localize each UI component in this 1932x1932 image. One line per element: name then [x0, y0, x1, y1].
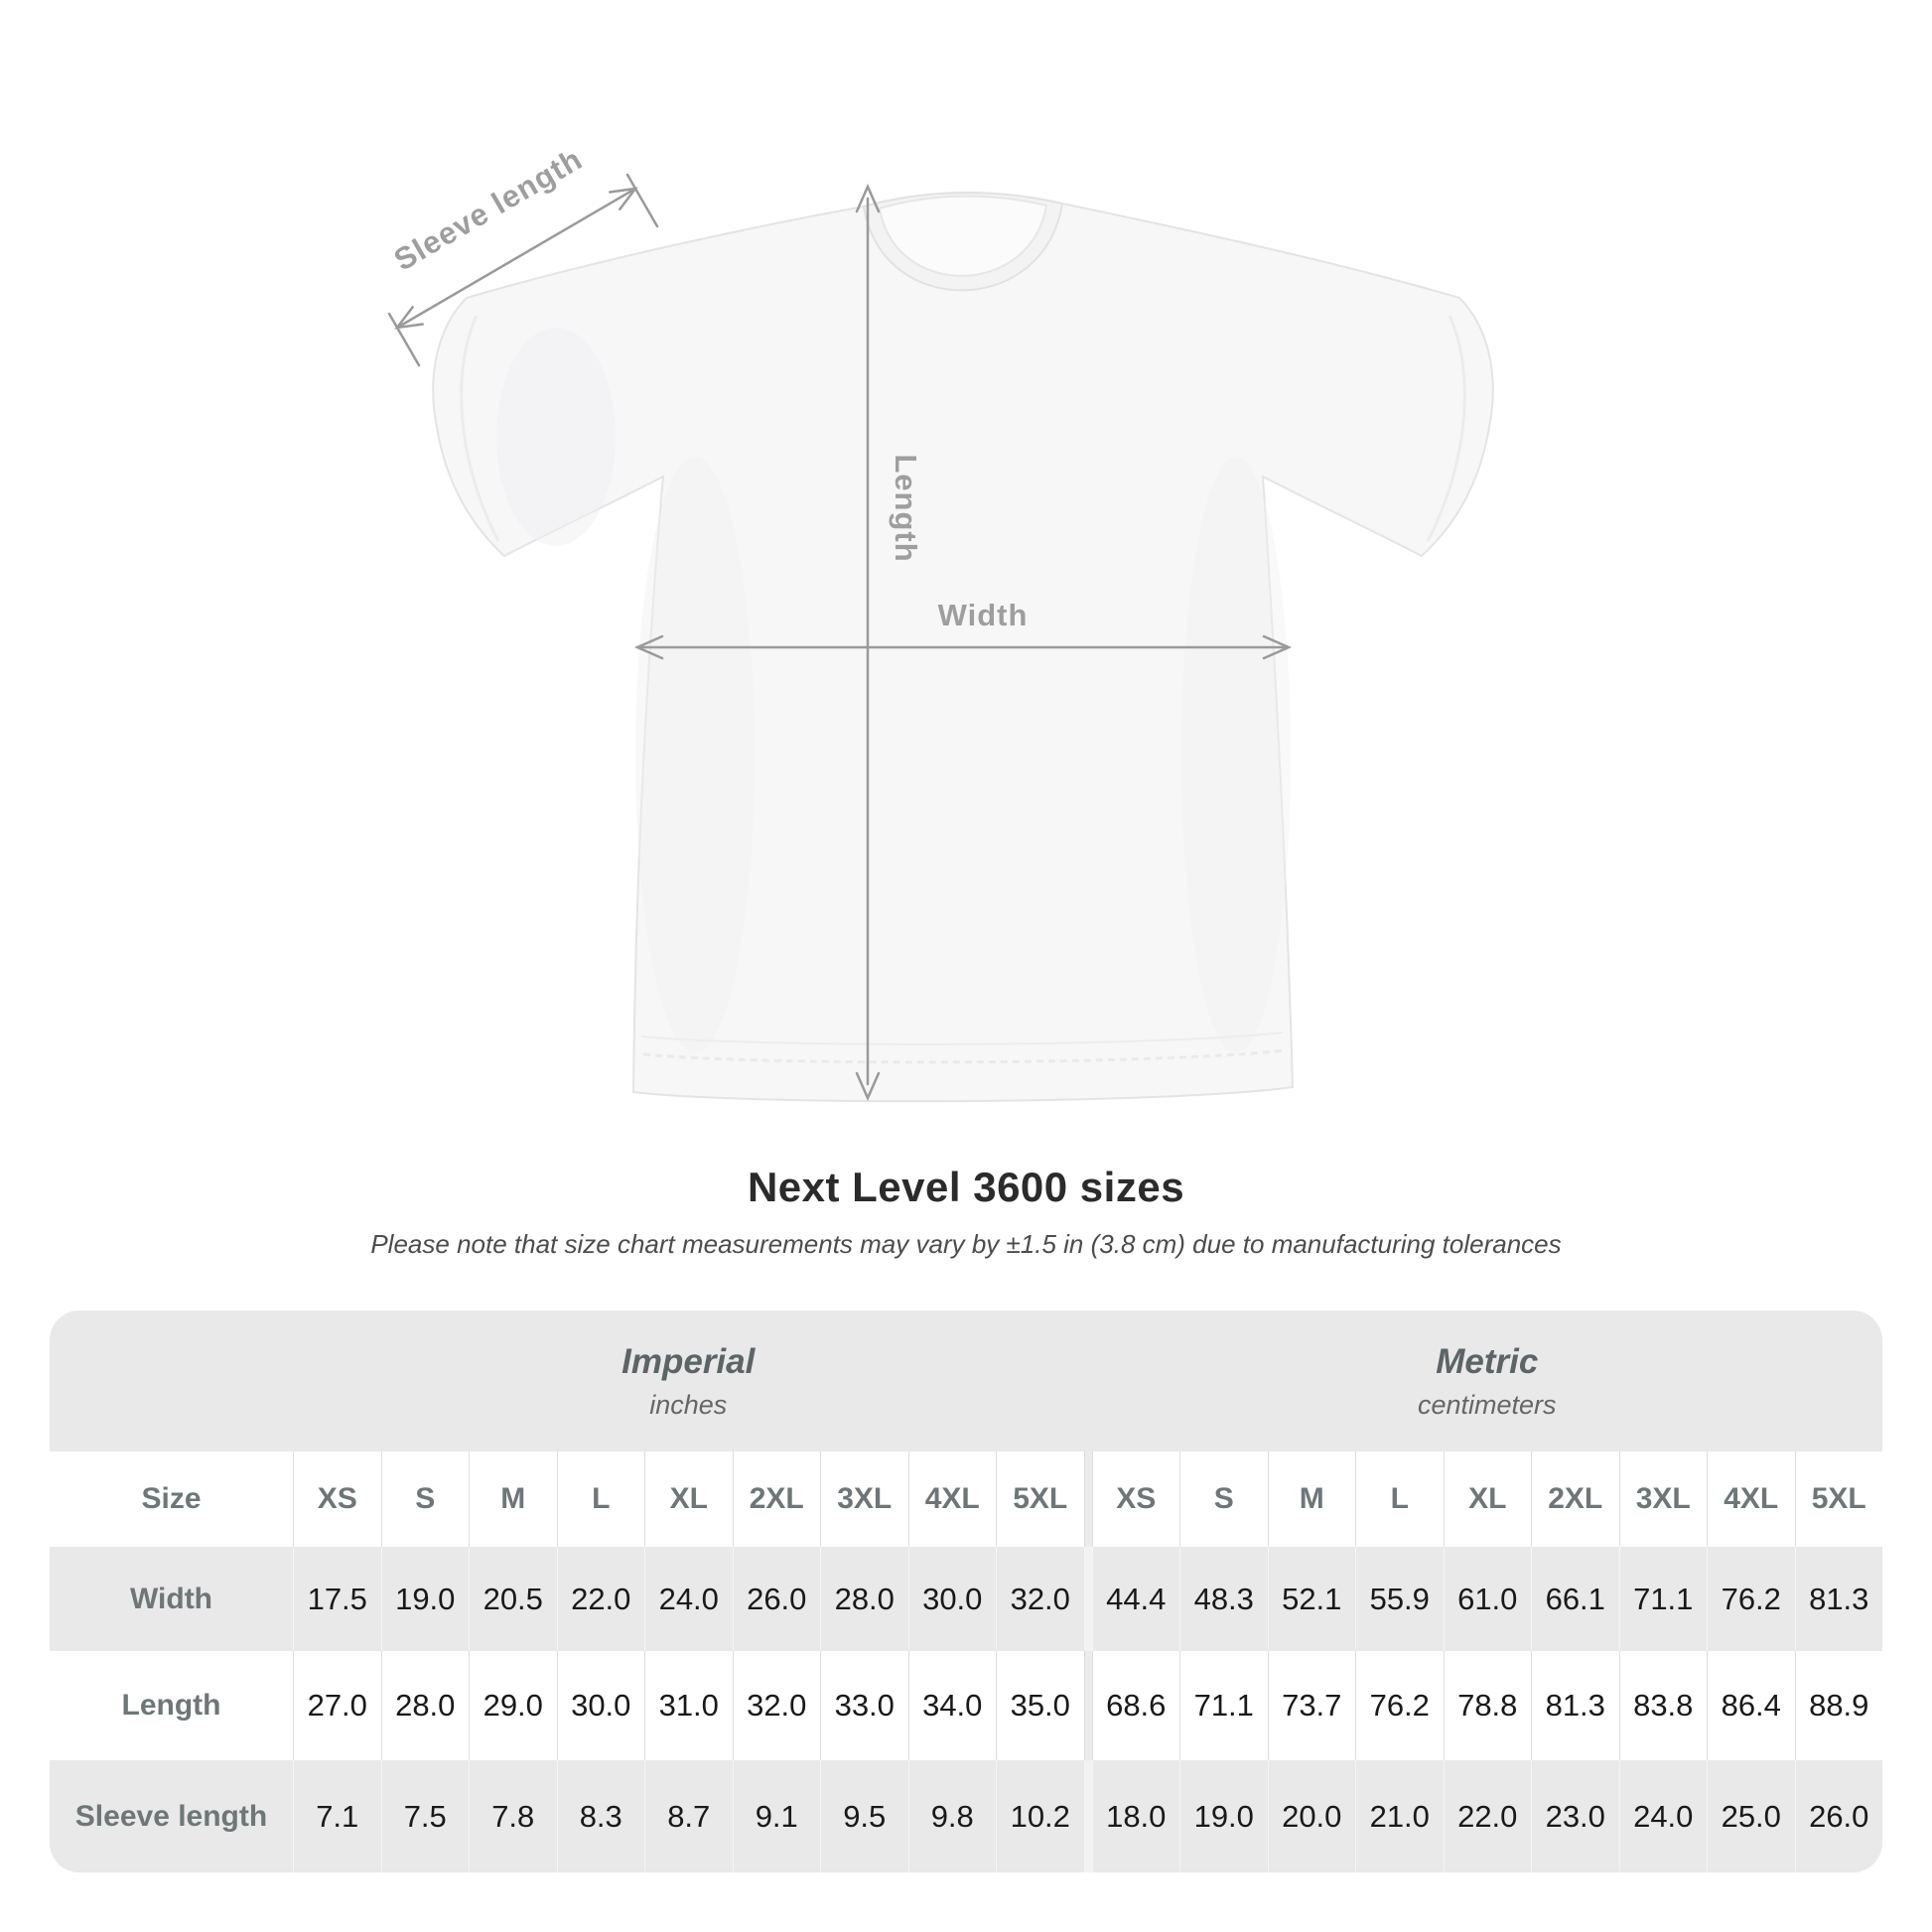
width-metric-m: 52.1: [1268, 1547, 1356, 1651]
row-label-width: Width: [129, 1582, 213, 1615]
length-imperial-4xl: 34.0: [908, 1651, 997, 1760]
sleeve-metric-xl: 22.0: [1444, 1760, 1532, 1872]
length-imperial-5xl: 35.0: [996, 1651, 1084, 1760]
width-metric-xs: 44.4: [1092, 1547, 1180, 1651]
table-row-width: [50, 1547, 1882, 1651]
size-col-metric-2xl: 2XL: [1531, 1451, 1619, 1547]
length-label: Length: [889, 454, 923, 563]
width-metric-l: 55.9: [1355, 1547, 1444, 1651]
width-metric-2xl: 66.1: [1531, 1547, 1619, 1651]
size-col-imperial-m: M: [469, 1451, 557, 1547]
width-metric-3xl: 71.1: [1619, 1547, 1708, 1651]
width-imperial-xs: 17.5: [293, 1547, 381, 1651]
width-imperial-2xl: 26.0: [733, 1547, 821, 1651]
table-row-sleeve-length: [50, 1760, 1882, 1872]
size-col-metric-3xl: 3XL: [1619, 1451, 1708, 1547]
sleeve-imperial-4xl: 9.8: [908, 1760, 997, 1872]
width-imperial-m: 20.5: [469, 1547, 557, 1651]
width-metric-5xl: 81.3: [1795, 1547, 1883, 1651]
size-col-imperial-l: L: [557, 1451, 645, 1547]
length-metric-xs: 68.6: [1092, 1651, 1180, 1760]
length-imperial-2xl: 32.0: [733, 1651, 821, 1760]
size-col-metric-4xl: 4XL: [1707, 1451, 1795, 1547]
size-col-metric-s: S: [1179, 1451, 1268, 1547]
size-col-imperial-3xl: 3XL: [820, 1451, 908, 1547]
width-imperial-xl: 24.0: [644, 1547, 733, 1651]
sleeve-imperial-s: 7.5: [381, 1760, 470, 1872]
unit-divider: [1084, 1547, 1092, 1651]
width-metric-xl: 61.0: [1444, 1547, 1532, 1651]
length-imperial-l: 30.0: [557, 1651, 645, 1760]
length-imperial-xl: 31.0: [644, 1651, 733, 1760]
sleeve-metric-3xl: 24.0: [1619, 1760, 1708, 1872]
size-col-imperial-xs: XS: [293, 1451, 381, 1547]
size-col-metric-m: M: [1268, 1451, 1356, 1547]
size-col-metric-xl: XL: [1444, 1451, 1532, 1547]
sleeve-imperial-l: 8.3: [557, 1760, 645, 1872]
length-imperial-xs: 27.0: [293, 1651, 381, 1760]
length-metric-5xl: 88.9: [1795, 1651, 1883, 1760]
width-label: Width: [937, 598, 1029, 632]
width-imperial-4xl: 30.0: [908, 1547, 997, 1651]
length-metric-m: 73.7: [1268, 1651, 1356, 1760]
size-col-imperial-5xl: 5XL: [996, 1451, 1084, 1547]
sleeve-length-label: Sleeve length: [387, 141, 589, 278]
sleeve-imperial-5xl: 10.2: [996, 1760, 1084, 1872]
sleeve-imperial-m: 7.8: [469, 1760, 557, 1872]
size-col-metric-xs: XS: [1092, 1451, 1180, 1547]
page-title: Next Level 3600 sizes: [747, 1164, 1185, 1210]
sleeve-metric-s: 19.0: [1179, 1760, 1268, 1872]
length-metric-xl: 78.8: [1444, 1651, 1532, 1760]
size-col-imperial-4xl: 4XL: [908, 1451, 997, 1547]
length-metric-4xl: 86.4: [1707, 1651, 1795, 1760]
row-label-sleeve-length: Sleeve length: [74, 1799, 268, 1833]
width-imperial-5xl: 32.0: [996, 1547, 1084, 1651]
width-metric-s: 48.3: [1179, 1547, 1268, 1651]
metric-unit: centimeters: [1417, 1389, 1557, 1420]
unit-divider: [1084, 1651, 1092, 1760]
length-metric-l: 76.2: [1355, 1651, 1444, 1760]
sleeve-imperial-3xl: 9.5: [820, 1760, 908, 1872]
width-metric-4xl: 76.2: [1707, 1547, 1795, 1651]
imperial-unit: inches: [649, 1389, 728, 1420]
imperial-title: Imperial: [621, 1341, 756, 1381]
size-col-imperial-xl: XL: [644, 1451, 733, 1547]
page-subtitle: Please note that size chart measurements may vary by ±1.5 in (3.8 cm) due to manufacturing tolerances: [370, 1229, 1562, 1259]
sleeve-imperial-xl: 8.7: [644, 1760, 733, 1872]
width-imperial-3xl: 28.0: [820, 1547, 908, 1651]
size-header-row: [50, 1451, 1882, 1547]
width-imperial-l: 22.0: [557, 1547, 645, 1651]
sleeve-metric-4xl: 25.0: [1707, 1760, 1795, 1872]
unit-divider: [1084, 1760, 1092, 1872]
imperial-unit-header: [293, 1311, 1084, 1451]
length-metric-2xl: 81.3: [1531, 1651, 1619, 1760]
size-col-imperial-2xl: 2XL: [733, 1451, 821, 1547]
width-imperial-s: 19.0: [381, 1547, 470, 1651]
sleeve-imperial-2xl: 9.1: [733, 1760, 821, 1872]
length-imperial-s: 28.0: [381, 1651, 470, 1760]
sleeve-imperial-xs: 7.1: [293, 1760, 381, 1872]
size-header-label: Size: [141, 1482, 202, 1515]
sleeve-metric-2xl: 23.0: [1531, 1760, 1619, 1872]
size-col-metric-5xl: 5XL: [1795, 1451, 1883, 1547]
size-col-imperial-s: S: [381, 1451, 470, 1547]
sleeve-metric-5xl: 26.0: [1795, 1760, 1883, 1872]
metric-unit-header: [1092, 1311, 1883, 1451]
unit-divider: [1084, 1451, 1092, 1547]
table-row-length: [50, 1651, 1882, 1760]
length-metric-3xl: 83.8: [1619, 1651, 1708, 1760]
sleeve-metric-xs: 18.0: [1092, 1760, 1180, 1872]
size-table: [50, 1311, 1882, 1872]
size-col-metric-l: L: [1355, 1451, 1444, 1547]
unit-header-band: [50, 1311, 1882, 1451]
row-label-length: Length: [121, 1689, 221, 1722]
metric-title: Metric: [1436, 1341, 1539, 1381]
length-metric-s: 71.1: [1179, 1651, 1268, 1760]
sleeve-metric-m: 20.0: [1268, 1760, 1356, 1872]
sleeve-metric-l: 21.0: [1355, 1760, 1444, 1872]
length-imperial-3xl: 33.0: [820, 1651, 908, 1760]
length-imperial-m: 29.0: [469, 1651, 557, 1760]
